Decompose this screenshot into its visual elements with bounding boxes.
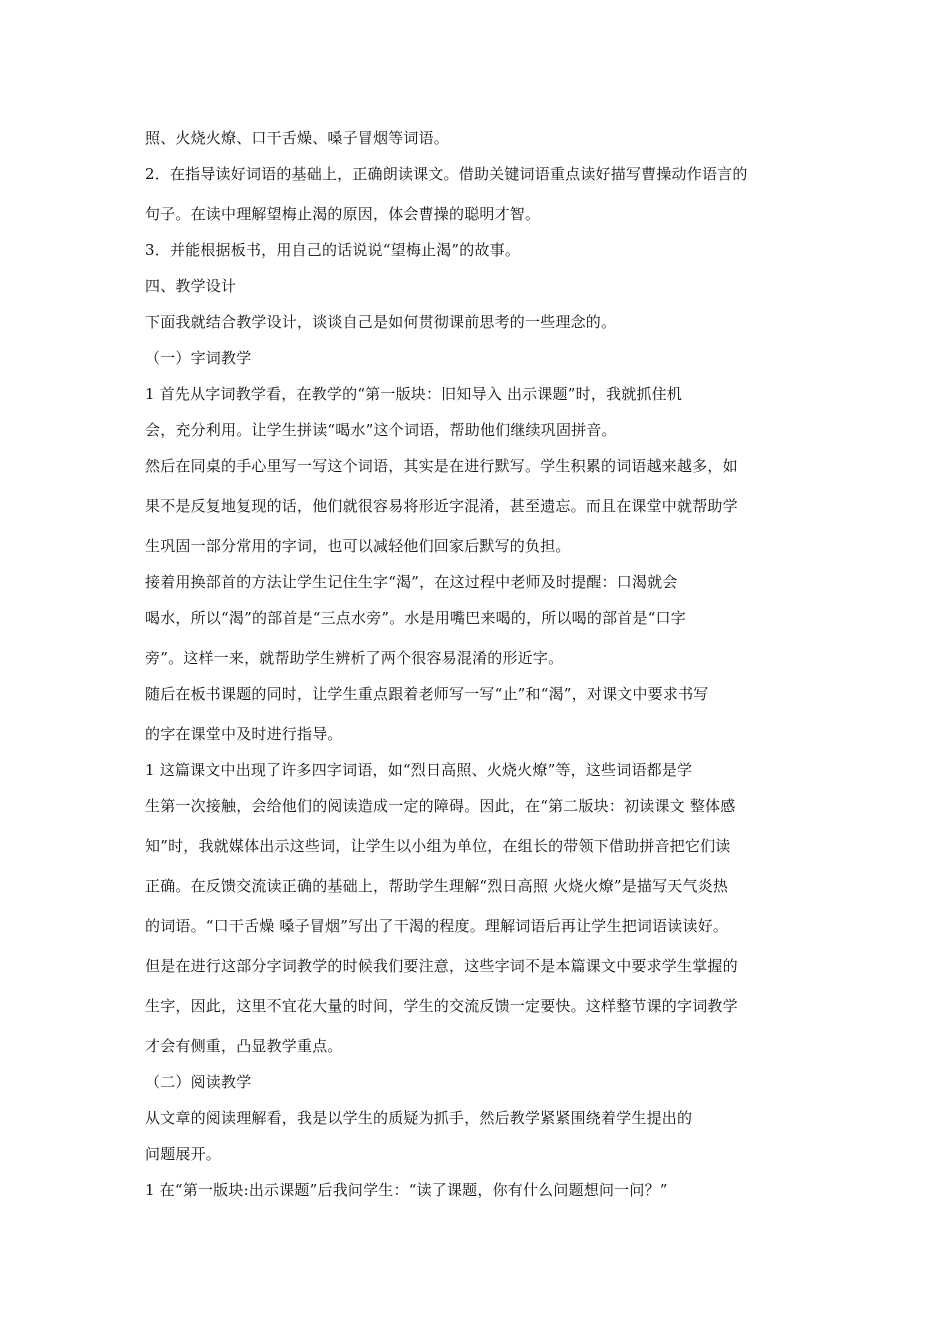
text-line: 句子。在读中理解望梅止渴的原因，体会曹操的聪明才智。: [145, 205, 541, 223]
text-line: 下面我就结合教学设计，谈谈自己是如何贯彻课前思考的一些理念的。: [145, 313, 617, 331]
text-line: 会，充分利用。让学生拼读“喝水”这个词语，帮助他们继续巩固拼音。: [145, 421, 617, 439]
text-line: 果不是反复地复现的话，他们就很容易将形近字混淆，甚至遗忘。而且在课堂中就帮助学: [145, 497, 738, 515]
text-line: 1 首先从字词教学看，在教学的“第一版块：旧知导入 出示课题”时，我就抓住机: [145, 385, 683, 403]
text-line: 2．在指导读好词语的基础上，正确朗读课文。借助关键词语重点读好描写曹操动作语言的: [145, 165, 748, 183]
text-line: 从文章的阅读理解看，我是以学生的质疑为抓手，然后教学紧紧围绕着学生提出的: [145, 1109, 693, 1127]
subsection-heading: （一）字词教学: [145, 349, 252, 367]
text-line: 生巩固一部分常用的字词，也可以减轻他们回家后默写的负担。: [145, 537, 571, 555]
text-line: 随后在板书课题的同时，让学生重点跟着老师写一写“止”和“渴”，对课文中要求书写: [145, 685, 709, 703]
text-line: 然后在同桌的手心里写一写这个词语，其实是在进行默写。学生积累的词语越来越多，如: [145, 457, 738, 475]
text-line: 知”时，我就媒体出示这些词，让学生以小组为单位，在组长的带领下借助拼音把它们读: [145, 837, 731, 855]
text-line: 喝水，所以“渴”的部首是“三点水旁”。水是用嘴巴来喝的，所以喝的部首是“口字: [145, 609, 686, 627]
text-line: 1 在“第一版块:出示课题”后我问学生：“读了课题，你有什么问题想问一问？”: [145, 1181, 668, 1199]
text-line: 照、火烧火燎、口干舌燥、嗓子冒烟等词语。: [145, 129, 450, 147]
text-line: 的词语。“口干舌燥 嗓子冒烟”写出了干渴的程度。理解词语后再让学生把词语读读好。: [145, 917, 729, 935]
text-line: 3．并能根据板书，用自己的话说说“望梅止渴”的故事。: [145, 241, 521, 259]
text-line: 但是在进行这部分字词教学的时候我们要注意，这些字词不是本篇课文中要求学生掌握的: [145, 957, 738, 975]
text-line: 正确。在反馈交流读正确的基础上，帮助学生理解“烈日高照 火烧火燎”是描写天气炎热: [145, 877, 729, 895]
text-line: 1 这篇课文中出现了许多四字词语，如“烈日高照、火烧火燎”等，这些词语都是学: [145, 761, 693, 779]
text-line: 问题展开。: [145, 1145, 222, 1163]
text-line: 接着用换部首的方法让学生记住生字“渴”，在这过程中老师及时提醒：口渴就会: [145, 573, 678, 591]
section-heading: 四、教学设计: [145, 277, 237, 295]
text-line: 旁”。这样一来，就帮助学生辨析了两个很容易混淆的形近字。: [145, 649, 564, 667]
text-line: 生第一次接触，会给他们的阅读造成一定的障碍。因此，在“第二版块：初读课文 整体感: [145, 797, 736, 815]
text-line: 生字，因此，这里不宜花大量的时间，学生的交流反馈一定要快。这样整节课的字词教学: [145, 997, 738, 1015]
subsection-heading: （二）阅读教学: [145, 1073, 252, 1091]
text-line: 才会有侧重，凸显教学重点。: [145, 1037, 343, 1055]
text-line: 的字在课堂中及时进行指导。: [145, 725, 343, 743]
